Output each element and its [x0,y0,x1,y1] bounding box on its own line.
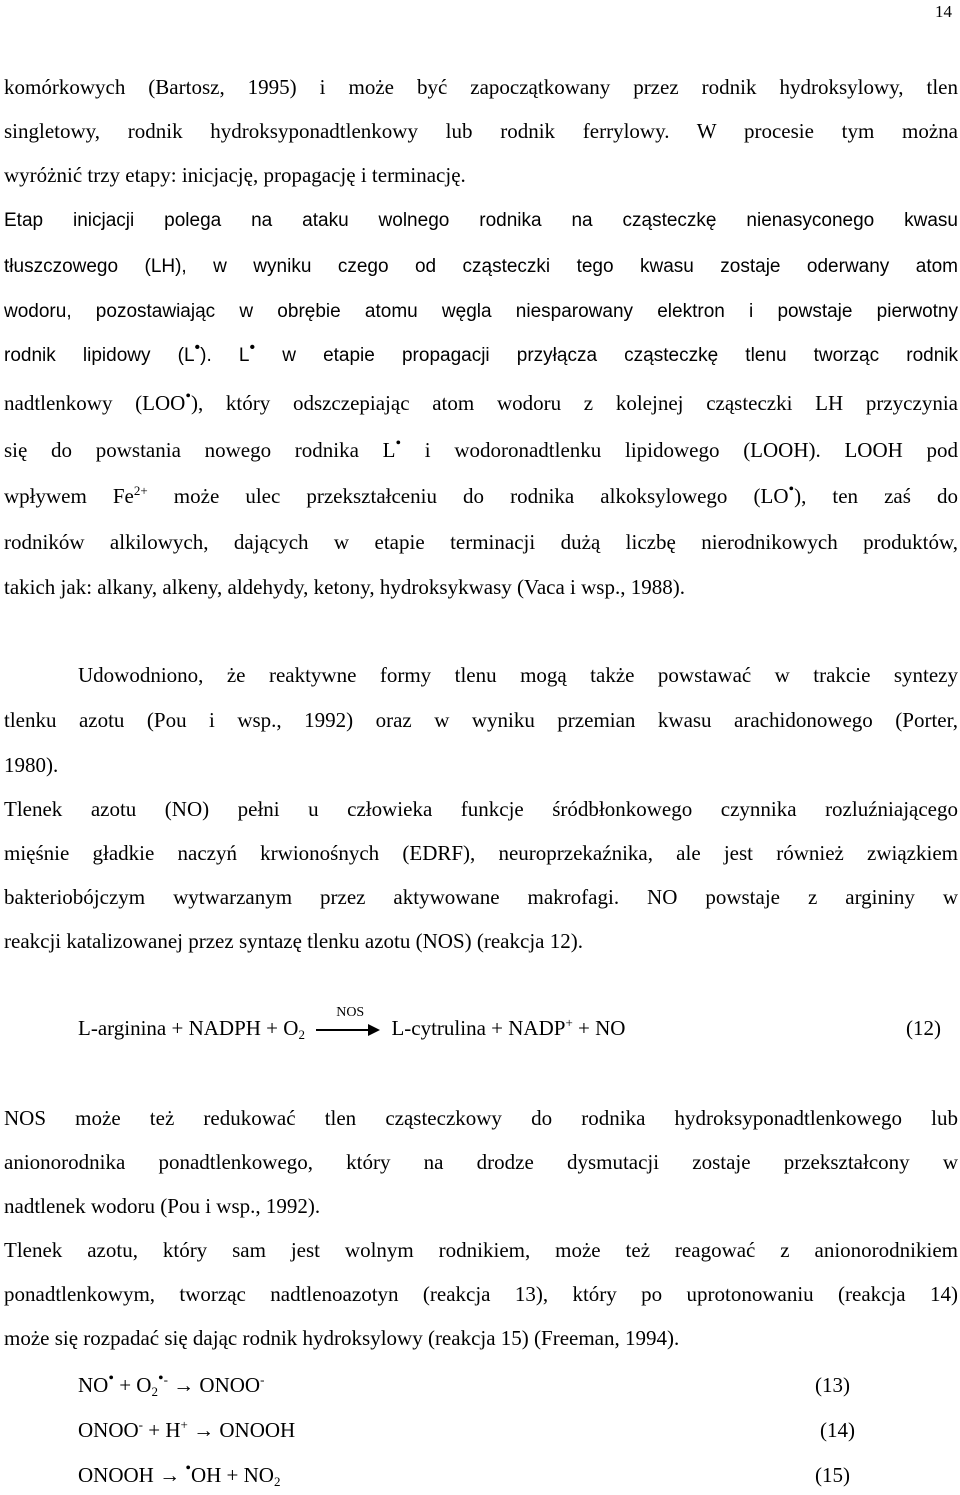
reaction-12 [78,1005,626,1042]
text-line: tlenku azotu (Pou i wsp., 1992) oraz w wyniku przemian kwasu arachidonowego (Porter, [4,708,958,732]
text-segment: ). L [200,345,250,366]
reaction-number: (14) [820,1418,855,1442]
arrow-icon: → [159,1463,181,1487]
superscript: - [138,1417,144,1433]
subscript: 2 [273,1473,281,1489]
text-line: nadtlenek wodoru (Pou i wsp., 1992). [4,1194,321,1218]
text-line: reakcji katalizowanej przez syntazę tlenku azotu (NOS) (reakcja 12). [4,929,583,953]
text-line: 1980). [4,753,59,777]
reaction-15 [78,1460,281,1489]
radical-dot: • [194,339,201,357]
superscript: + [565,1015,573,1031]
radical-dot: • [249,339,256,357]
reaction-arrow [316,1005,380,1040]
subscript: 2 [298,1026,305,1042]
text-segment: ), ten zaś do [794,484,958,508]
text-line: tłuszczowego (LH), w wyniku czego od cząsteczki tego kwasu zostaje oderwany atom [4,256,958,277]
radical-dot: • [185,388,191,406]
arrow-icon [316,1020,380,1040]
text-line: Tlenek azotu (NO) pełni u człowieka funkcje śródbłonkowego czynnika rozluźniającego [4,797,958,821]
radical-dot: • [788,481,795,499]
reaction-number: (12) [906,1016,941,1040]
radical-dot: • [185,1460,191,1478]
text-line: Udowodniono, że reaktywne formy tlenu mogą także powstawać w trakcie syntezy [78,663,958,687]
reaction-14 [78,1417,296,1442]
text-line: może się rozpadać się dając rodnik hydroksylowy (reakcja 15) (Freeman, 1994). [4,1326,680,1350]
reaction-reactants: L-arginina + NADPH + O [78,1016,299,1040]
text-segment: nadtlenkowy (LOO [4,391,186,415]
species: + H [143,1418,181,1442]
text-line: bakteriobójczym wytwarzanym przez aktywowane makrofagi. NO powstaje z argininy w [4,885,958,909]
text-line [4,481,958,508]
text-line: takich jak: alkany, alkeny, aldehydy, ketony, hydroksykwasy (Vaca i wsp., 1988). [4,575,685,599]
text-line: ponadtlenkowym, tworząc nadtlenoazotyn (reakcja 13), który po uprotonowaniu (reakcja 14) [4,1282,958,1306]
reaction-number: (13) [815,1373,850,1397]
superscript: + [180,1417,188,1433]
reaction-number: (15) [815,1463,850,1487]
arrow-icon: → [173,1373,195,1397]
catalyst-label: NOS [336,1005,365,1021]
text-line: mięśnie gładkie naczyń krwionośnych (EDRF), neuroprzekaźnika, ale jest również związkiem [4,841,958,865]
text-line: wyróżnić trzy etapy: inicjację, propagację i terminację. [4,163,466,187]
text-line [4,388,958,415]
text-line: komórkowych (Bartosz, 1995) i może być zapoczątkowany przez rodnik hydroksylowy, tlen [4,75,958,99]
reaction-products-end: + NO [572,1016,626,1040]
text-line: Etap inicjacji polega na ataku wolnego rodnika na cząsteczkę nienasyconego kwasu [4,210,958,231]
superscript: - [260,1372,265,1388]
reaction-products: L-cytrulina + NADP [391,1016,566,1040]
text-line: singletowy, rodnik hydroksyponadtlenkowy lub rodnik ferrylowy. W procesie tym można [4,119,958,143]
text-segment: ), który odszczepiając atom wodoru z kolejnej cząsteczki LH przyczynia [190,391,958,415]
page-number: 14 [935,2,952,21]
species: ONOOH [78,1463,160,1487]
subscript: 2 [151,1383,158,1399]
species: ONOO [194,1373,261,1397]
text-segment: może ulec przekształceniu do rodnika alkoksylowego (LO [147,484,789,508]
species: ONOOH [214,1418,296,1442]
text-line [4,435,958,462]
text-line [4,339,959,366]
text-line: rodników alkilowych, dających w etapie terminacji dużą liczbę nierodnikowych produktów, [4,530,958,554]
text-line: anionorodnika ponadtlenkowego, który na drodze dysmutacji zostaje przekształcony w [4,1150,958,1174]
text-line: Tlenek azotu, który sam jest wolnym rodnikiem, może też reagować z anionorodnikiem [4,1238,958,1262]
superscript: 2+ [133,483,148,499]
species: ONOO [78,1418,139,1442]
text-segment: się do powstania nowego rodnika L [4,438,396,462]
species: + O [113,1373,152,1397]
species: NO [78,1373,109,1397]
superscript: - [163,1372,168,1388]
radical-dot: • [108,1370,114,1388]
species: OH + NO [190,1463,274,1487]
arrow-icon: → [193,1418,215,1442]
text-segment: rodnik lipidowy (L [4,345,195,366]
text-segment: w etapie propagacji przyłącza cząsteczkę tlenu tworząc rodnik [255,345,959,366]
text-segment: wpływem Fe [4,484,134,508]
text-line: wodoru, pozostawiając w obrębie atomu węgla niesparowany elektron i powstaje pierwotny [4,301,958,322]
reaction-13 [78,1370,265,1399]
radical-dot: • [157,1370,164,1388]
text-line: NOS może też redukować tlen cząsteczkowy do rodnika hydroksyponadtlenkowego lub [4,1106,958,1130]
radical-dot: • [395,435,402,453]
text-segment: i wodoronadtlenku lipidowego (LOOH). LOOH pod [401,438,958,462]
